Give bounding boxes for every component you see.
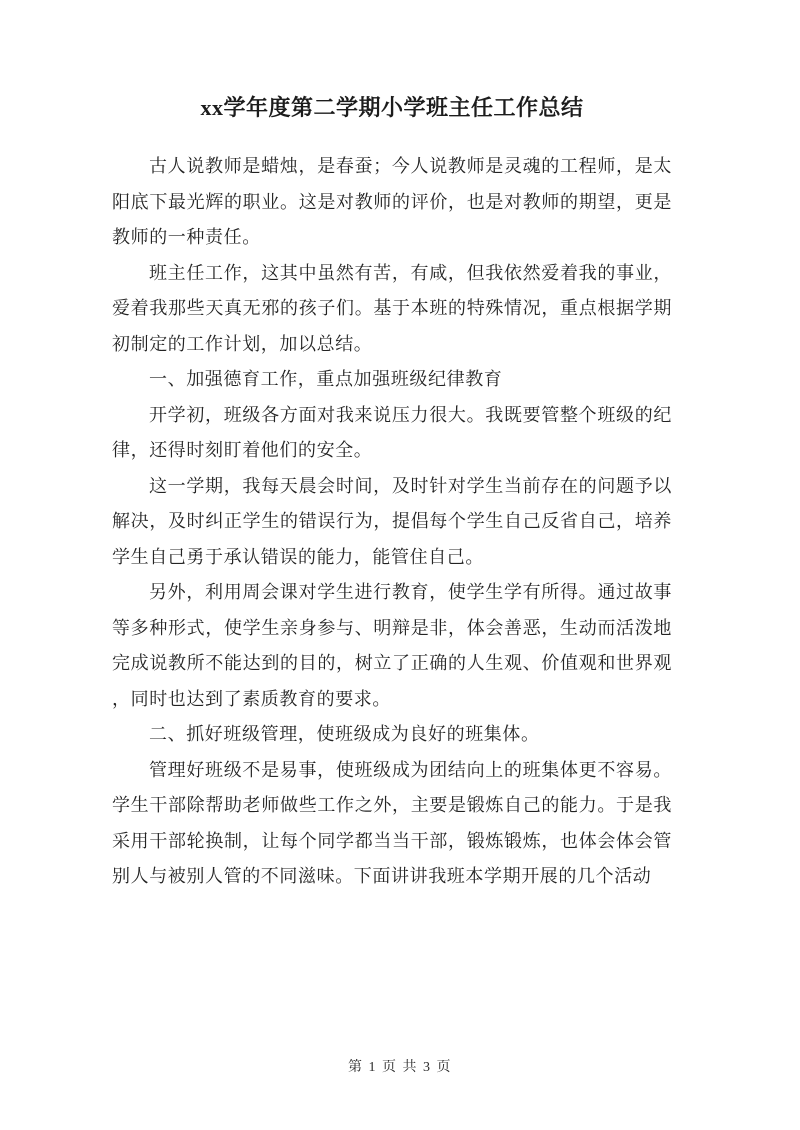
- page-number-label: 第 1 页 共 3 页: [348, 1060, 452, 1075]
- paragraph: [112, 362, 672, 398]
- text-line: ，同时也达到了素质教育的要求。: [112, 688, 391, 709]
- text-line: 爱着我那些天真无邪的孩子们。基于本班的特殊情况，重点根据学期: [112, 298, 672, 318]
- text-line: 学生自己勇于承认错误的能力，能管住自己。: [112, 546, 484, 567]
- text-line: 解决，及时纠正学生的错误行为，提倡每个学生自己反省自己，培养: [112, 511, 672, 531]
- text-line: 二、抓好班级管理，使班级成为良好的班集体。: [149, 724, 540, 744]
- text-line: 教师的一种责任。: [112, 227, 261, 247]
- text-line: 这一学期，我每天晨会时间，及时针对学生当前存在的问题予以: [149, 475, 672, 496]
- text-line: 初制定的工作计划，加以总结。: [112, 333, 373, 354]
- text-line: 另外，利用周会课对学生进行教育，使学生学有所得。通过故事: [149, 582, 672, 602]
- text-line: 班主任工作，这其中虽然有苦，有咸，但我依然爱着我的事业，: [149, 262, 672, 283]
- text-line: 别人与被别人管的不同滋味。下面讲讲我班本学期开展的几个活动: [112, 866, 652, 886]
- paragraph: [112, 149, 672, 256]
- text-line: 采用干部轮换制，让每个同学都当当干部，锻炼锻炼，也体会体会管: [112, 830, 672, 851]
- document-title: xx学年度第二学期小学班主任工作总结: [200, 95, 584, 120]
- paragraph: [112, 256, 672, 363]
- document-body: [112, 149, 672, 895]
- page-footer: [0, 1058, 800, 1078]
- paragraph: [112, 469, 672, 576]
- text-line: 等多种形式，使学生亲身参与、明辩是非，体会善恶，生动而活泼地: [112, 617, 672, 638]
- text-line: 学生干部除帮助老师做些工作之外，主要是锻炼自己的能力。于是我: [112, 795, 672, 815]
- text-line: 阳底下最光辉的职业。这是对教师的评价，也是对教师的期望，更是: [112, 191, 672, 212]
- document-page: [0, 94, 800, 1130]
- text-line: 开学初，班级各方面对我来说压力很大。我既要管整个班级的纪: [149, 404, 672, 425]
- text-line: 古人说教师是蜡烛，是春蚕；今人说教师是灵魂的工程师，是太: [149, 156, 672, 176]
- text-line: 完成说教所不能达到的目的，树立了正确的人生观、价值观和世界观: [112, 653, 672, 673]
- paragraph: [112, 717, 672, 753]
- paragraph: [112, 398, 672, 469]
- text-line: 律，还得时刻盯着他们的安全。: [112, 440, 373, 460]
- text-line: 管理好班级不是易事，使班级成为团结向上的班集体更不容易。: [149, 759, 672, 780]
- paragraph: [112, 753, 672, 895]
- document: [0, 94, 800, 895]
- text-line: 一、加强德育工作，重点加强班级纪律教育: [149, 369, 503, 389]
- paragraph: [112, 575, 672, 717]
